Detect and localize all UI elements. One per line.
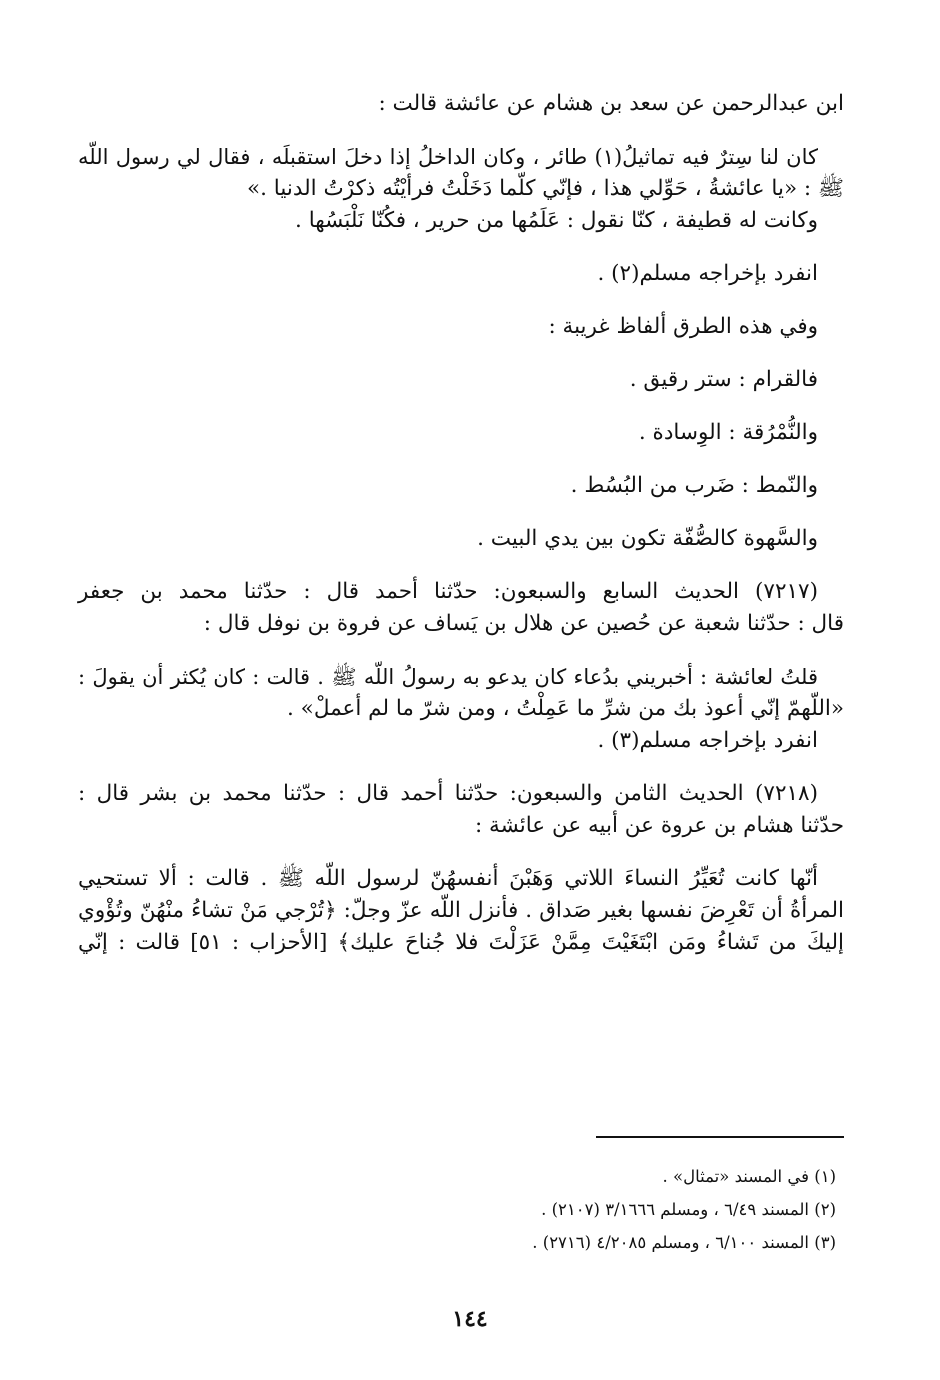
text-line: ابن عبدالرحمن عن سعد بن هشام عن عائشة قالت : (378, 91, 844, 116)
text-line: وفي هذه الطرق ألفاظ غريبة : (548, 314, 818, 339)
text-line: حدّثنا هشام بن عروة عن أبيه عن عائشة : (474, 813, 844, 838)
footnote-1: (١) في المسند «تمثال» . (662, 1167, 836, 1186)
footnote-2: (٢) المسند ٦/٤٩ ، ومسلم ٣/١٦٦٦ (٢١٠٧) . (541, 1200, 836, 1219)
text-line: انفرد بإخراجه مسلم(٢) . (597, 261, 818, 286)
text-line: ﷺ : «يا عائشةُ ، حَوِّلي هذا ، فإنّي كلّما دَخَلْتُ فرأيْتُه ذكرْتُ الدنيا .» (246, 176, 844, 201)
footnote-separator (596, 1136, 844, 1138)
page-number: ١٤٤ (452, 1306, 488, 1332)
text-line: والنّمط : ضَرب من البُسُط . (570, 473, 818, 498)
text-line: انفرد بإخراجه مسلم(٣) . (597, 728, 818, 753)
text-line: قال : حدّثنا شعبة عن حُصين عن هلال بن يَساف عن فروة بن نوفل قال : (203, 611, 844, 636)
text-line: أنّها كانت تُعَيِّرُ النساءَ اللاتي وَهَبْنَ أنفسهُنّ لرسول اللّه ﷺ . قالت : ألا تستحيي (78, 866, 818, 891)
hadith-heading-7218: (٧٢١٨) الحديث الثامن والسبعون: حدّثنا أحمد قال : حدّثنا محمد بن بشر قال : (78, 781, 818, 806)
text-line: وكانت له قطيفة ، كنّا نقول : عَلَمُها من حرير ، فكُنّا نَلْبَسُها . (295, 208, 818, 233)
text-line: والنُّمْرُقة : الوِسادة . (638, 420, 818, 445)
footnote-3: (٣) المسند ٦/١٠٠ ، ومسلم ٤/٢٠٨٥ (٢٧١٦) . (532, 1233, 836, 1252)
text-line: والسَّهوة كالصُّفّة تكون بين يدي البيت . (477, 526, 818, 551)
text-line: إليكَ من تَشاءُ ومَن ابْتَغَيْتَ مِمَّنْ عَزَلْتَ فلا جُناحَ عليك﴾ [الأحزاب : ٥١] قالت : إنّي (78, 930, 844, 955)
text-line: «اللّهمّ إنّي أعوذ بك من شرِّ ما عَمِلْتُ ، ومن شرّ ما لم أعملْ» . (287, 696, 844, 721)
text-line: فالقرام : ستر رقيق . (629, 367, 818, 392)
text-line: قلتُ لعائشة : أخبريني بدُعاء كان يدعو به رسولُ اللّه ﷺ . قالت : كان يُكثر أن يقولَ : (78, 665, 818, 689)
text-line: المرأةُ أن تَعْرِضَ نفسها بغير صَداق . فأنزل اللّه عزّ وجلّ: ﴿تُرْجي مَنْ تشاءُ منْهُنّ وتُؤْوي (78, 898, 844, 923)
main-text (78, 88, 844, 959)
footnotes (532, 1160, 836, 1259)
hadith-heading-7217: (٧٢١٧) الحديث السابع والسبعون: حدّثنا أحمد قال : حدّثنا محمد بن جعفر (78, 579, 818, 604)
text-line: كان لنا سِترٌ فيه تماثيلُ(١) طائر ، وكان الداخلُ إذا دخلَ استقبلَه ، فقال لي رسول اللّه (78, 145, 818, 169)
